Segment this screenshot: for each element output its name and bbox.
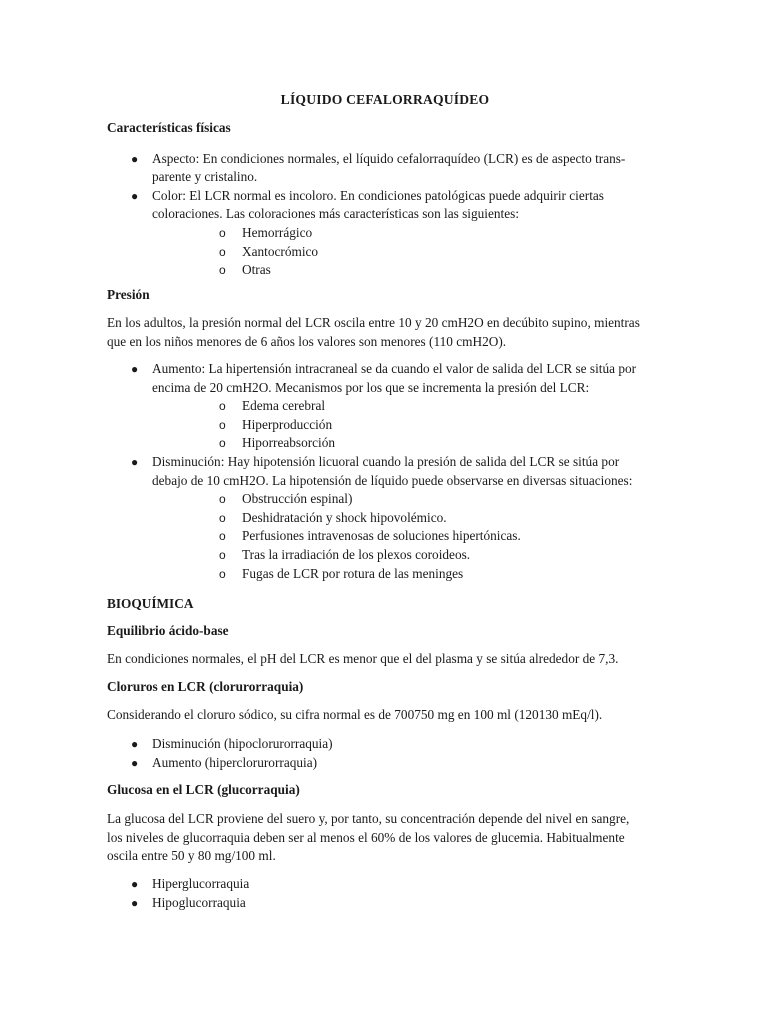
bullet-dot-icon: ● bbox=[131, 151, 139, 166]
bullet-dot-icon: ● bbox=[131, 737, 139, 751]
sub-item: o Deshidratación y shock hipovolémico. bbox=[152, 509, 663, 528]
sub-item: o Edema cerebral bbox=[152, 397, 663, 416]
sub-item: o Hiperproducción bbox=[152, 416, 663, 435]
bullet-aspecto: ● Aspecto: En condiciones normales, el líquido cefalorraquídeo (LCR) es de aspecto trans- parente y cristalino. bbox=[131, 150, 626, 185]
bullet-item: ● Disminución (hipoclorurorraquia) bbox=[107, 735, 663, 754]
cloruros-paragraph: Considerando el cloruro sódico, su cifra normal es de 700750 mg en 100 ml (120130 mEq/l). bbox=[107, 707, 603, 722]
circle-bullet-icon: o bbox=[219, 225, 226, 240]
caracteristicas-list bbox=[107, 150, 663, 280]
circle-bullet-icon: o bbox=[219, 263, 226, 278]
circle-bullet-icon: o bbox=[219, 492, 226, 507]
section-presion bbox=[107, 286, 663, 305]
section-cloruros bbox=[107, 678, 663, 697]
bullet-dot-icon: ● bbox=[131, 454, 139, 469]
circle-bullet-icon: o bbox=[219, 436, 226, 451]
circle-bullet-icon: o bbox=[219, 510, 226, 525]
bullet-color: ● Color: El LCR normal es incoloro. En condiciones patológicas puede adquirir ciertas coloraciones. Las coloraciones más características son las siguientes: o Hemorrágico o Xantocrómico o Otras bbox=[107, 187, 663, 280]
sub-item: o Hemorrágico bbox=[152, 224, 663, 243]
heading-presion: Presión bbox=[107, 287, 150, 302]
heading-glucosa: Glucosa en el LCR (glucorraquia) bbox=[107, 782, 300, 797]
presion-paragraph: En los adultos, la presión normal del LCR oscila entre 10 y 20 cmH2O en decúbito supino, mientras que en los niños menores de 6 años los valores son menores (110 cmH2O). bbox=[107, 315, 640, 349]
colores-sublist bbox=[152, 224, 663, 280]
heading-bioquimica: BIOQUÍMICA bbox=[107, 596, 194, 611]
sub-item: o Tras la irradiación de los plexos coroideos. bbox=[152, 546, 663, 565]
bullet-item: ● Aumento (hiperclorurorraquia) bbox=[107, 754, 663, 773]
bullet-item: ● Hiperglucorraquia bbox=[107, 875, 663, 894]
equilibrio-paragraph: En condiciones normales, el pH del LCR es menor que el del plasma y se sitúa alrededor de 7,3. bbox=[107, 651, 619, 666]
circle-bullet-icon: o bbox=[219, 547, 226, 562]
section-bioquimica bbox=[107, 595, 663, 614]
bullet-dot-icon: ● bbox=[131, 877, 139, 891]
circle-bullet-icon: o bbox=[219, 529, 226, 544]
bullet-dot-icon: ● bbox=[131, 188, 139, 203]
section-equilibrio bbox=[107, 622, 663, 641]
heading-cloruros: Cloruros en LCR (clorurorraquia) bbox=[107, 679, 304, 694]
sub-item: o Hiporreabsorción bbox=[152, 434, 663, 453]
circle-bullet-icon: o bbox=[219, 399, 226, 414]
bullet-dot-icon: ● bbox=[131, 362, 139, 376]
glucosa-list bbox=[107, 875, 663, 912]
section-glucosa bbox=[107, 781, 663, 800]
sub-item: o Otras bbox=[152, 261, 663, 280]
circle-bullet-icon: o bbox=[219, 566, 226, 581]
bullet-item: ● Hipoglucorraquia bbox=[107, 894, 663, 913]
section-caracteristicas bbox=[107, 119, 663, 280]
bullet-dot-icon: ● bbox=[131, 755, 139, 770]
circle-bullet-icon: o bbox=[219, 417, 226, 432]
sub-item: o Obstrucción espinal) bbox=[152, 490, 663, 509]
cloruros-list bbox=[107, 735, 663, 772]
aumento-sublist bbox=[152, 397, 663, 453]
disminucion-sublist bbox=[152, 490, 663, 583]
sub-item: o Xantocrómico bbox=[152, 243, 663, 262]
sub-item: o Fugas de LCR por rotura de las meninges bbox=[152, 565, 663, 584]
bullet-aumento: ● Aumento: La hipertensión intracraneal se da cuando el valor de salida del LCR se sitúa por encima de 20 cmH2O. Mecanismos por los que se incrementa la presión del LCR: o Edema cerebral o Hiperproducción o Hiporreabsorción bbox=[107, 360, 663, 453]
presion-list bbox=[107, 360, 663, 583]
glucosa-paragraph: La glucosa del LCR proviene del suero y, por tanto, su concentración depende del nivel en sangre, los niveles de glucorraquia deben ser al menos el 60% de los valores de glucemia. Habitualmente oscila entre 50 y 80 mg/100 ml. bbox=[107, 811, 630, 864]
document-title: LÍQUIDO CEFALORRAQUÍDEO bbox=[280, 92, 490, 107]
sub-item: o Perfusiones intravenosas de soluciones hipertónicas. bbox=[152, 527, 663, 546]
bullet-disminucion: ● Disminución: Hay hipotensión licuoral cuando la presión de salida del LCR se sitúa por debajo de 10 cmH2O. La hipotensión de líquido puede observarse en diversas situaciones: o Obstrucción espinal) o Deshidratación y shock hipovolémico. o Perfusiones intravenosas de soluciones hipertónicas. o Tras la irradiación de los plexos coroideos. o Fugas de LCR por rotura de las meninges bbox=[107, 453, 663, 583]
heading-caracteristicas: Características físicas bbox=[107, 120, 231, 135]
bullet-dot-icon: ● bbox=[131, 895, 139, 910]
heading-equilibrio: Equilibrio ácido-base bbox=[107, 623, 229, 638]
circle-bullet-icon: o bbox=[219, 244, 226, 259]
